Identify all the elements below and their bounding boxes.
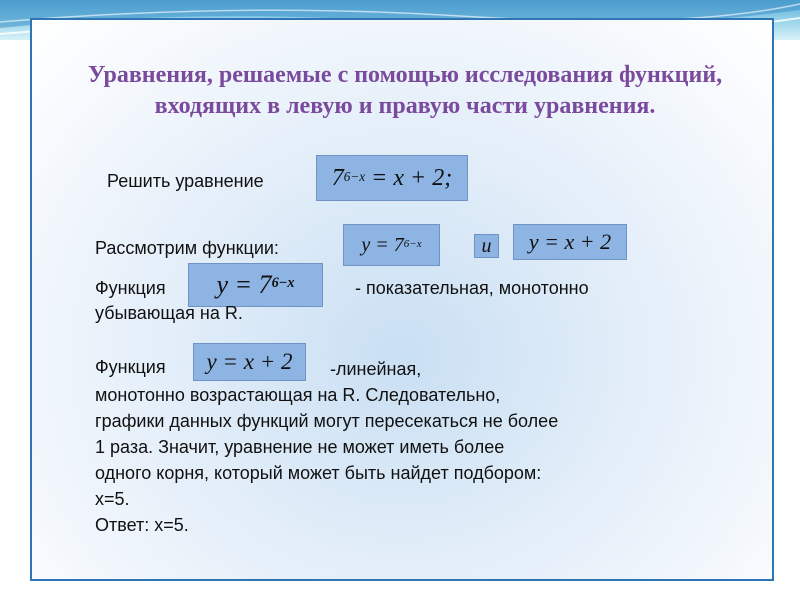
paragraph-line-1: -линейная, [330, 359, 422, 379]
function-1-formula [343, 224, 440, 266]
slide-title: Уравнения, решаемые с помощью исследования функций, входящих в левую и правую части уравнения. [87, 62, 723, 119]
equation-base: 7 [331, 164, 344, 191]
conjunction [474, 234, 499, 258]
equation-formula [316, 155, 468, 201]
answer-line: Ответ: х=5. [95, 515, 189, 535]
paragraph-line-4: 1 раза. Значит, уравнение не может иметь более [95, 437, 505, 457]
description-1-line-b: убывающая на R. [95, 303, 243, 323]
consider-label: Рассмотрим функции: [95, 238, 279, 258]
solve-label: Решить уравнение [107, 171, 264, 191]
equation-rhs: = x + 2; [371, 164, 453, 191]
function-1-large-exponent: 6−x [271, 275, 295, 292]
function-label-2: Функция [95, 357, 166, 377]
function-2-text: y = x + 2 [528, 229, 612, 254]
function-2-large-text: y = x + 2 [206, 349, 293, 374]
description-1-line-a: - показательная, монотонно [355, 278, 589, 298]
explanation-paragraph [95, 356, 715, 538]
function-1-lhs: y = 7 [361, 233, 404, 256]
paragraph-line-2: монотонно возрастающая на R. Следовательно, [95, 385, 501, 405]
function-1-large-lhs: y = 7 [216, 270, 272, 299]
function-1-exponent: 6−x [403, 237, 422, 250]
function-label-1: Функция [95, 278, 166, 298]
function-2-formula [513, 224, 627, 260]
conjunction-text: и [481, 234, 492, 257]
function-1-large-formula [188, 263, 323, 307]
paragraph-line-3: графики данных функций могут пересекаться не более [95, 411, 559, 431]
paragraph-line-5: одного корня, который может быть найдет подбором: [95, 463, 542, 483]
paragraph-line-6: х=5. [95, 489, 130, 509]
equation-exponent: 6−x [343, 168, 366, 184]
